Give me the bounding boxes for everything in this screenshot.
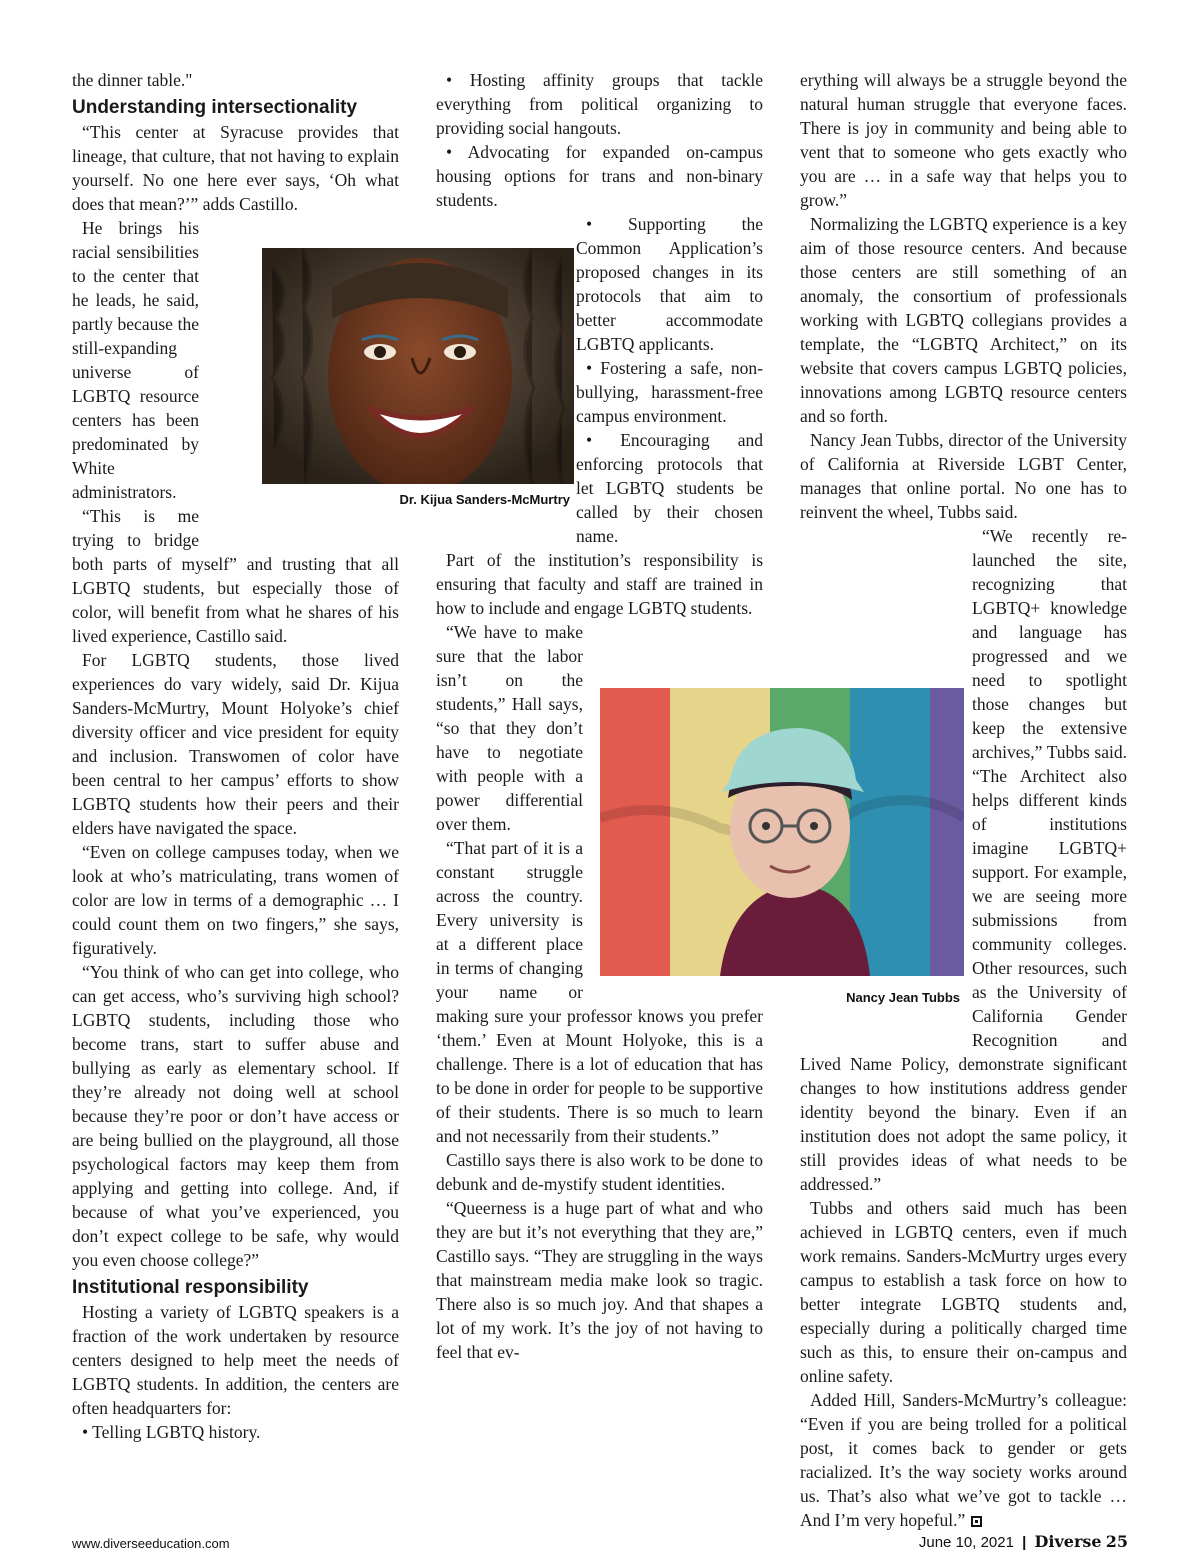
photo-wrap-space: [199, 216, 399, 538]
paragraph: “This center at Syracuse provides that lineage, that culture, that not having to explain yourself. No one here ever says, ‘Oh what does that mean?’” adds Castillo.: [72, 122, 399, 214]
paragraph: Castillo says there is also work to be done to debunk and de-mystify student identities.: [436, 1150, 763, 1194]
paragraph: Normalizing the LGBTQ experience is a key aim of those resource centers. And because those centers are still something of an anomaly, the consortium of professionals working with LGBTQ collegians provides a template, the “LGBTQ Architect,” on its website that covers campus LGBTQ policies, innovations among LGBTQ resource centers and so forth.: [800, 214, 1127, 426]
footer-brand: Diverse: [1034, 1532, 1102, 1551]
paragraph-text: Added Hill, Sanders-McMurtry’s colleague: “Even if you are being trolled for a political post, it comes back to gender or gets racialized. It’s the way society works around us. That’s also what we’ve got to tackle … And I’m very hopeful.”: [800, 1390, 1127, 1530]
paragraph: [800, 1388, 1127, 1532]
article-column-2: [436, 68, 763, 1364]
paragraph: “Even on college campuses today, when we look at who’s matriculating, trans women of color are low in terms of a demographic … I could count them on two fingers,” she says, figuratively.: [72, 842, 399, 958]
paragraph: Part of the institution’s responsibility is ensuring that faculty and staff are trained in how to include and engage LGBTQ students.: [436, 550, 763, 618]
bullet-item: • Supporting the Common Application’s proposed changes in its protocols that aim to better accommodate LGBTQ applicants.: [576, 214, 763, 354]
paragraph: He brings his racial sensibilities to the center that he leads, he said, partly because the still-expanding universe of LGBTQ resource centers has been predominated by White administrators.: [72, 218, 199, 502]
bullet-item: • Advocating for expanded on-campus housing options for trans and non-binary students.: [436, 142, 763, 210]
footer-date: June 10, 2021: [918, 1534, 1014, 1551]
bullet-item: • Fostering a safe, non-bullying, harassment-free campus environment.: [576, 358, 763, 426]
paragraph: Hosting a variety of LGBTQ speakers is a fraction of the work undertaken by resource centers designed to help meet the needs of LGBTQ students. In addition, the centers are often headquarters for:: [72, 1302, 399, 1418]
paragraph: “You think of who can get into college, who can get access, who’s surviving high school? LGBTQ students, including those who become trans, start to suffer abuse and bullying as early as elementary school. If they’re already not doing well at school because they’re poor or don’t have access or are being bullied on the playground, all those psychological factors may keep them from applying and getting into college. And, if because of what you’ve experienced, you don’t expect college to be safe, why would you even choose college?”: [72, 962, 399, 1270]
paragraph: the dinner table.": [72, 70, 193, 90]
paragraph: Tubbs and others said much has been achieved in LGBTQ centers, even if much work remains. Sanders-McMurtry urges every campus to establish a task force on how to better integrate LGBTQ students and, especially during a politically charged time such as this, to ensure their on-campus and online safety.: [800, 1198, 1127, 1386]
paragraph: For LGBTQ students, those lived experiences do vary widely, said Dr. Kijua Sanders-McMurtry, Mount Holyoke’s chief diversity officer and vice president for equity and inclusion. Transwomen of color have been central to her campus’ efforts to show LGBTQ students how their peers and their elders have navigated the space.: [72, 650, 399, 838]
article-column-1: [72, 68, 399, 1444]
paragraph: erything will always be a struggle beyond the natural human struggle that everyone faces. There is joy in community and being able to vent that to someone who gets exactly who you are … in a safe way that helps you to grow.”: [800, 70, 1127, 210]
footer-folio: [919, 1532, 1128, 1551]
bullet-item: • Encouraging and enforcing protocols that let LGBTQ students be called by their chosen name.: [576, 430, 763, 546]
section-heading: Understanding intersectionality: [72, 97, 358, 118]
paragraph: “Queerness is a huge part of what and who they are but it’s not everything that they are,” Castillo says. “They are struggling in the ways that mainstream media make look so tragic. There also is so much joy. And that shapes a lot of my work. It’s the joy of not having to feel that ev-: [436, 1198, 763, 1362]
bullet-item: • Hosting affinity groups that tackle everything from political organizing to providing social hangouts.: [436, 70, 763, 138]
paragraph: Nancy Jean Tubbs, director of the University of California at Riverside LGBT Center, manages that online portal. No one has to reinvent the wheel, Tubbs said.: [800, 430, 1127, 522]
page-number: 25: [1105, 1532, 1128, 1551]
bullet-item: • Telling LGBTQ history.: [82, 1422, 261, 1442]
paragraph: “This is me trying to bridge both parts of myself” and trusting that all LGBTQ students, but especially those of color, will benefit from what he shares of his lived experience, Castillo said.: [72, 506, 399, 646]
footer-separator: |: [1022, 1534, 1027, 1551]
photo-wrap-space: [800, 668, 972, 1052]
paragraph: “That part of it is a constant struggle across the country. Every university is at a different place in terms of changing your name or making sure your professor knows you prefer ‘them.’ Even at Mount Holyoke, this is a challenge. There is a lot of education that has to be done in order for people to be supportive of their students. There is so much to learn and not necessarily from their students.”: [436, 838, 763, 1146]
photo-wrap-space: [436, 236, 576, 526]
end-of-story-icon: [971, 1516, 982, 1527]
photo-wrap-space: [583, 620, 763, 1000]
footer-website: www.diverseeducation.com: [72, 1536, 230, 1551]
paragraph: “We have to make sure that the labor isn’t on the students,” Hall says, “so that they don’t have to negotiate with people with a power differential over them.: [436, 622, 583, 834]
photo-caption-tubbs: Nancy Jean Tubbs: [846, 990, 960, 1005]
photo-caption-sanders-mcmurtry: Dr. Kijua Sanders-McMurtry: [399, 492, 570, 507]
paragraph: “We recently re-launched the site, recognizing that LGBTQ+ knowledge and language has progressed and we need to spotlight those changes but keep the extensive archives,” Tubbs said. “The Architect also helps different kinds of institutions imagine LGBTQ+ support. For example, we are seeing more submissions from community colleges. Other resources, such as the University of California Gender Recognition and Lived Name Policy, demonstrate significant changes to how institutions address gender identity beyond the binary. Even if an institution does not adopt the same policy, it still provides ideas of what needs to be addressed.”: [800, 526, 1127, 1194]
section-heading: Institutional responsibility: [72, 1277, 309, 1298]
article-column-3: [800, 68, 1127, 1532]
